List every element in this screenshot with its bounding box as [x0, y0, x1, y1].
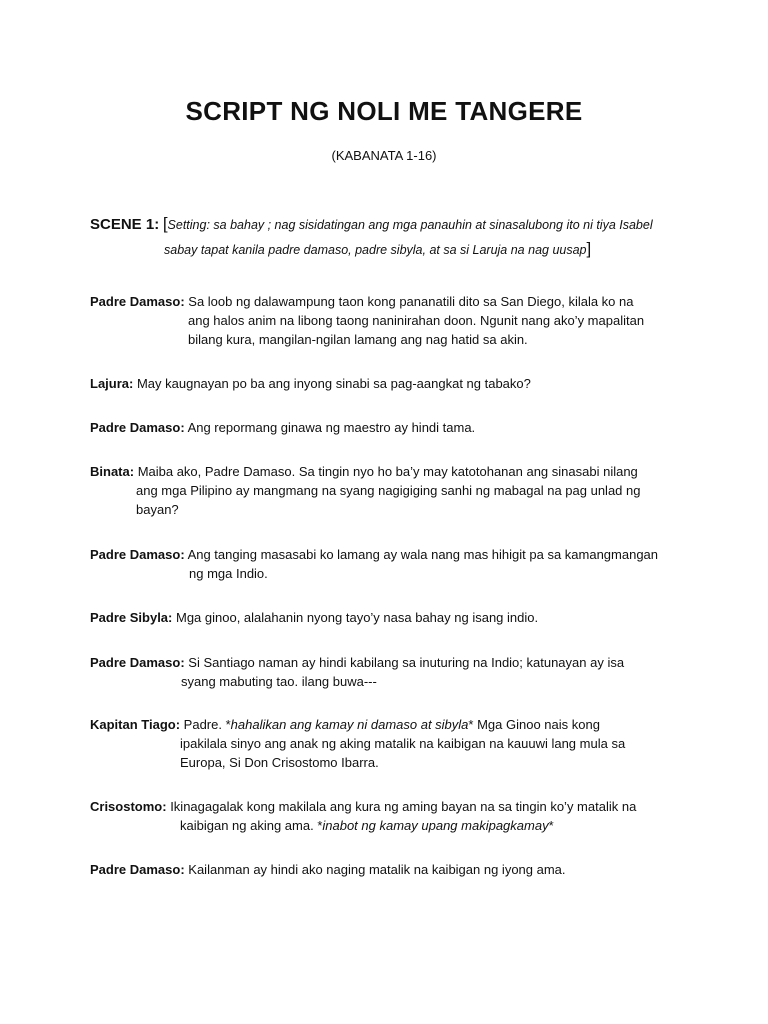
speaker-name: Binata: — [90, 464, 135, 479]
setting-line-1: Setting: sa bahay ; nag sisidatingan ang mga panauhin at sinasalubong ito ni tiya Isabel — [167, 218, 653, 232]
stage-direction: hahalikan ang kamay ni damaso at sibyla — [230, 717, 469, 732]
bracket-open: [ — [162, 214, 168, 233]
dialogue-entry — [90, 715, 690, 772]
dialogue-text: Sa loob ng dalawampung taon kong pananatili dito sa San Diego, kilala ko na — [188, 294, 634, 309]
dialogue-text: * — [548, 818, 554, 833]
stage-direction: inabot ng kamay upang makipagkamay — [322, 818, 549, 833]
speaker-name: Crisostomo: — [90, 799, 167, 814]
dialogue-text-wrap — [90, 816, 690, 835]
dialogue-text: Ikinagagalak kong makilala ang kura ng aming bayan na sa tingin ko’y matalik na — [170, 799, 637, 814]
dialogue-text: Si Santiago naman ay hindi kabilang sa inuturing na Indio; katunayan ay isa — [188, 655, 625, 670]
dialogue-text: Ang repormang ginawa ng maestro ay hindi tama. — [187, 420, 476, 435]
dialogue-text: Mga ginoo, alalahanin nyong tayo’y nasa bahay ng isang indio. — [176, 610, 539, 625]
dialogue-text: ipakilala sinyo ang anak ng aking matalik na kaibigan na kauuwi lang mula sa — [180, 736, 626, 751]
dialogue-entry — [90, 292, 690, 349]
dialogue-text: ng mga Indio. — [189, 566, 268, 581]
dialogue-text: Ang tanging masasabi ko lamang ay wala nang mas hihigit pa sa kamangmangan — [187, 547, 659, 562]
dialogue-entry — [90, 545, 690, 583]
speaker-name: Padre Damaso: — [90, 862, 185, 877]
speaker-name: Padre Damaso: — [90, 655, 185, 670]
scene-label: SCENE 1: — [90, 216, 160, 233]
dialogue-text: Europa, Si Don Crisostomo Ibarra. — [180, 755, 379, 770]
dialogue-entry — [90, 418, 690, 437]
bracket-close: ] — [586, 239, 592, 258]
dialogue-entry — [90, 860, 690, 879]
dialogue-text: ang mga Pilipino ay mangmang na syang nagigiging sanhi ng mabagal na pag unlad ng — [136, 483, 641, 498]
dialogue-entry — [90, 653, 690, 691]
speaker-name: Kapitan Tiago: — [90, 717, 181, 732]
dialogue-text: ang halos anim na libong taong naninirahan doon. Ngunit nang ako’y mapalitan — [188, 313, 645, 328]
scene-heading — [90, 212, 710, 262]
dialogue-entry — [90, 374, 690, 393]
document-subtitle: (KABANATA 1-16) — [331, 148, 437, 163]
dialogue-text: Padre. * — [183, 717, 231, 732]
dialogue-text: syang mabuting tao. ilang buwa--- — [181, 674, 377, 689]
dialogue-text: Kailanman ay hindi ako naging matalik na kaibigan ng iyong ama. — [188, 862, 566, 877]
scene-setting — [162, 214, 653, 233]
dialogue-entry — [90, 608, 690, 627]
speaker-name: Lajura: — [90, 376, 134, 391]
document-title: SCRIPT NG NOLI ME TANGERE — [185, 96, 583, 126]
dialogue-text: kaibigan ng aking ama. * — [180, 818, 323, 833]
speaker-name: Padre Damaso: — [90, 420, 185, 435]
speaker-name: Padre Sibyla: — [90, 610, 173, 625]
setting-line-2: sabay tapat kanila padre damaso, padre sibyla, at sa si Laruja na nag uusap — [164, 243, 587, 257]
dialogue-text: * Mga Ginoo nais kong — [468, 717, 600, 732]
dialogue-text: May kaugnayan po ba ang inyong sinabi sa pag-aangkat ng tabako? — [136, 376, 531, 391]
dialogue-entry — [90, 462, 690, 519]
speaker-name: Padre Damaso: — [90, 547, 185, 562]
setting-line-2-wrap — [90, 237, 710, 262]
dialogue-text: Maiba ako, Padre Damaso. Sa tingin nyo ho ba’y may katotohanan ang sinasabi nilang — [137, 464, 638, 479]
dialogue-text: bayan? — [136, 502, 179, 517]
dialogue-text: bilang kura, mangilan-ngilan lamang ang nag hatid sa akin. — [188, 332, 528, 347]
speaker-name: Padre Damaso: — [90, 294, 185, 309]
dialogue-entry — [90, 797, 690, 835]
